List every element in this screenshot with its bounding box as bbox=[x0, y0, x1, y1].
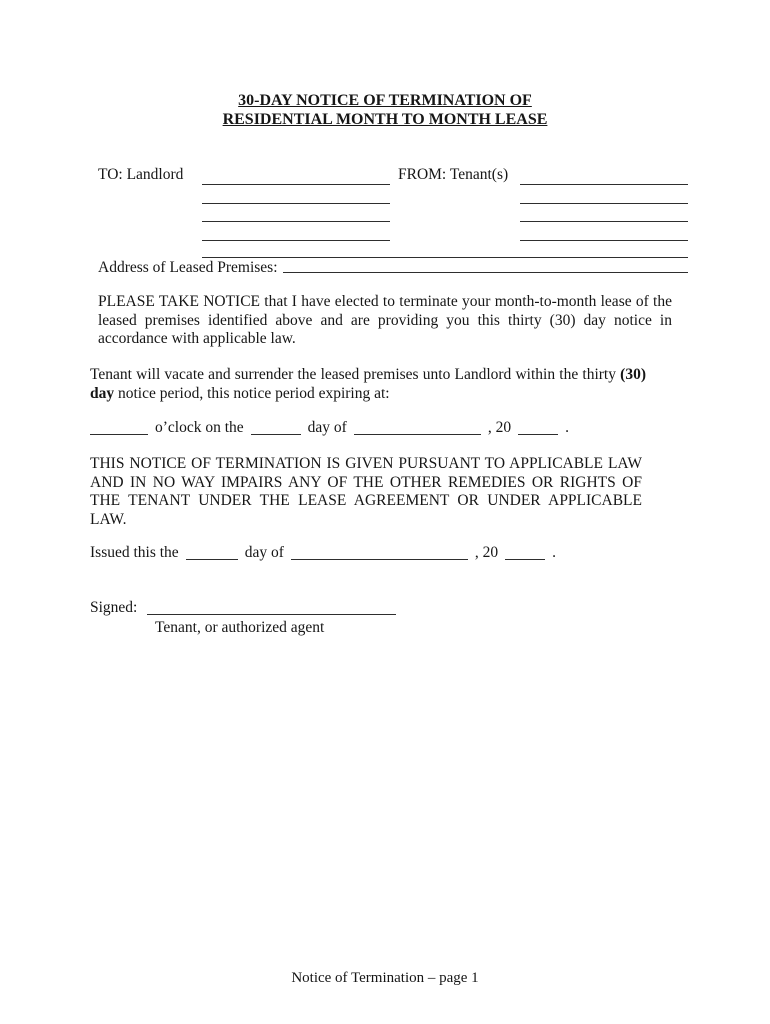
expiry-day-field[interactable] bbox=[251, 422, 301, 435]
tenant-address-field-1[interactable] bbox=[520, 203, 688, 204]
legal-paragraph: THIS NOTICE OF TERMINATION IS GIVEN PURSUANT TO APPLICABLE LAW AND IN NO WAY IMPAIRS ANY OF THE OTHER REMEDIES OR RIGHTS OF THE TENANT UNDER THE LEASE AGREEMENT OR UNDER APPLICABLE LAW. bbox=[90, 455, 642, 528]
issued-period: . bbox=[552, 544, 556, 561]
issued-day-field[interactable] bbox=[186, 547, 238, 560]
vacate-paragraph-bold-30-day: (30) day bbox=[90, 366, 646, 402]
expiry-month-field[interactable] bbox=[354, 422, 481, 435]
signature-field[interactable] bbox=[147, 602, 396, 615]
signature-caption: Tenant, or authorized agent bbox=[155, 619, 325, 636]
tenant-name-field[interactable] bbox=[520, 184, 688, 185]
address-of-leased-premises-field[interactable] bbox=[283, 272, 688, 273]
expiry-oclock-text: o’clock on the bbox=[155, 419, 244, 436]
premises-continuation-field[interactable] bbox=[202, 257, 688, 258]
expiry-year-text: , 20 bbox=[487, 419, 512, 436]
document-title-line2: RESIDENTIAL MONTH TO MONTH LEASE bbox=[222, 111, 548, 128]
landlord-address-field-1[interactable] bbox=[202, 203, 390, 204]
expiry-row bbox=[90, 419, 569, 438]
vacate-paragraph bbox=[90, 366, 646, 403]
expiry-period: . bbox=[565, 419, 569, 436]
issued-year-field[interactable] bbox=[505, 547, 545, 560]
signature-label: Signed: bbox=[90, 599, 138, 616]
signature-row bbox=[90, 599, 403, 618]
issued-month-field[interactable] bbox=[291, 547, 468, 560]
issued-year-text: , 20 bbox=[474, 544, 499, 561]
from-tenants-label: FROM: Tenant(s) bbox=[398, 166, 509, 183]
landlord-address-field-3[interactable] bbox=[202, 240, 390, 241]
page-footer: Notice of Termination – page 1 bbox=[291, 970, 479, 986]
issued-prefix-text: Issued this the bbox=[90, 544, 179, 561]
document-title bbox=[0, 91, 770, 129]
notice-paragraph: PLEASE TAKE NOTICE that I have elected to terminate your month-to-month lease of the leased premises identified above and are providing you this thirty (30) day notice in accordance with applicable law. bbox=[98, 293, 672, 348]
landlord-name-field[interactable] bbox=[202, 184, 390, 185]
expiry-day-of-text: day of bbox=[307, 419, 347, 436]
tenant-address-field-3[interactable] bbox=[520, 240, 688, 241]
expiry-year-field[interactable] bbox=[518, 422, 558, 435]
tenant-address-field-2[interactable] bbox=[520, 221, 688, 222]
issued-day-of-text: day of bbox=[244, 544, 284, 561]
vacate-paragraph-post: notice period, this notice period expiring at: bbox=[114, 384, 390, 402]
issued-row bbox=[90, 544, 556, 563]
document-title-line1: 30-DAY NOTICE OF TERMINATION OF bbox=[238, 92, 532, 109]
address-of-leased-premises-label: Address of Leased Premises: bbox=[98, 259, 278, 276]
to-landlord-label: TO: Landlord bbox=[98, 166, 184, 183]
expiry-time-field[interactable] bbox=[90, 422, 148, 435]
vacate-paragraph-pre: Tenant will vacate and surrender the leased premises unto Landlord within the thirty bbox=[90, 366, 621, 383]
landlord-address-field-2[interactable] bbox=[202, 221, 390, 222]
